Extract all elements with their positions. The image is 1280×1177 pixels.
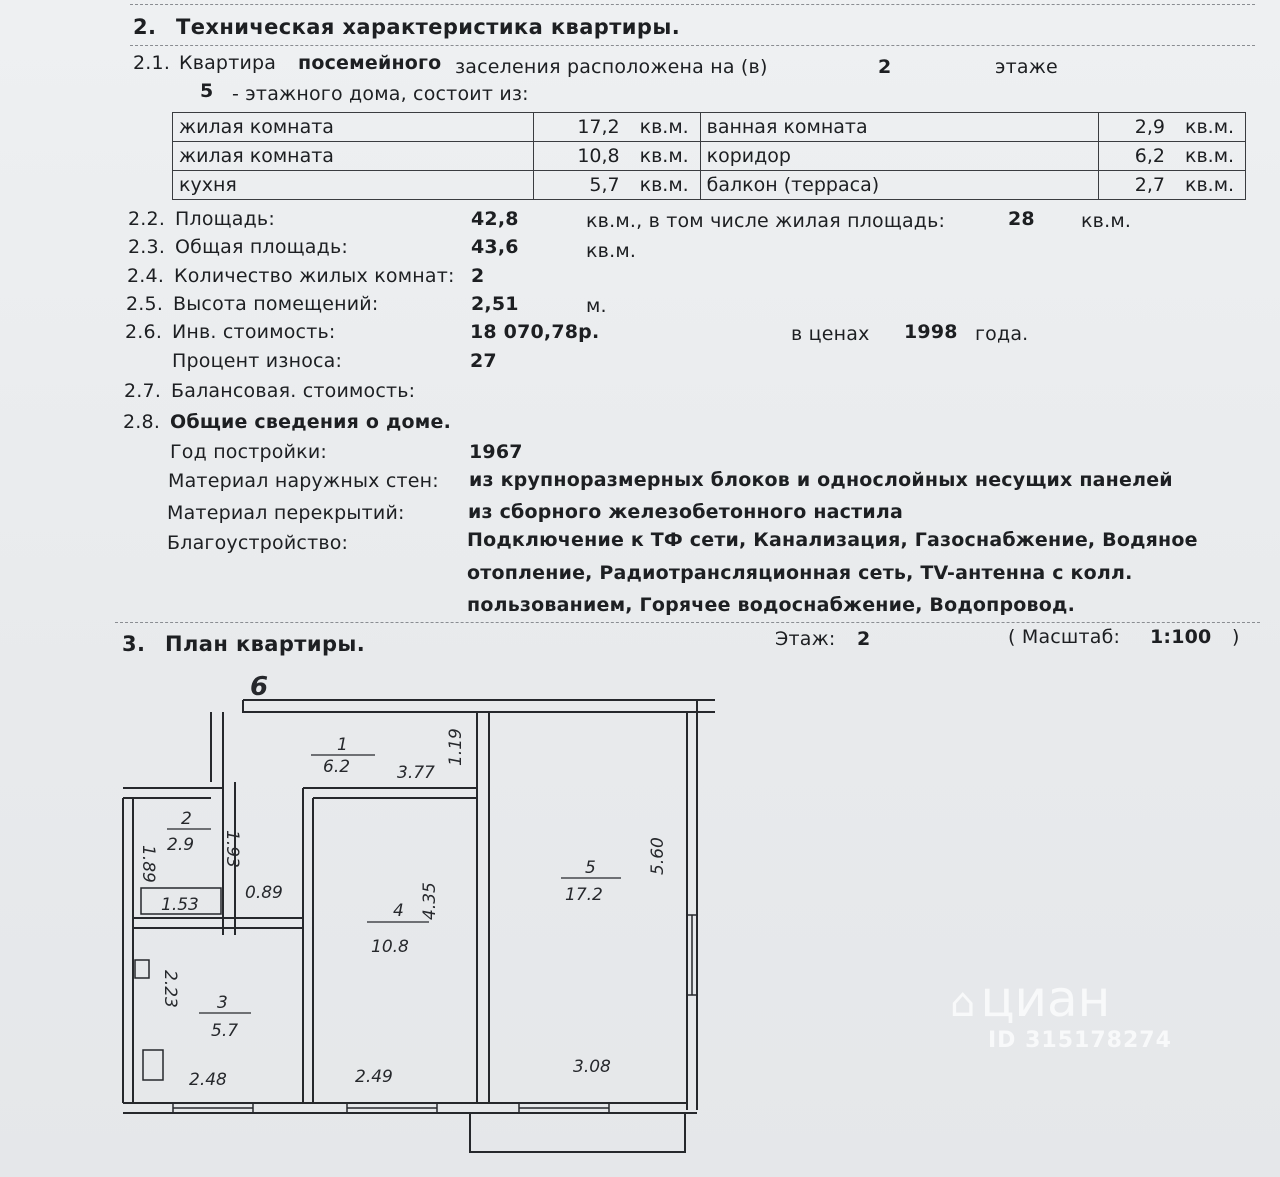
section2-title: Техническая характеристика квартиры. [176, 15, 681, 39]
plan-scale-close: ) [1232, 626, 1240, 648]
wear-label: Процент износа: [172, 350, 343, 372]
table-row [173, 171, 1246, 200]
room2-area: 2.9 [167, 835, 195, 855]
floor-plan [115, 670, 715, 1160]
row-2-7-label: Балансовая. стоимость: [171, 380, 416, 402]
plan-walls [123, 700, 715, 1113]
plan-scale-label: ( Масштаб: [1008, 626, 1121, 648]
amenities-line3: пользованием, Горячее водоснабжение, Водопровод. [467, 594, 1075, 616]
plan-floor-value: 2 [857, 628, 871, 650]
plan-marker: 6 [250, 672, 269, 702]
row-2-4-number: 2.4. [127, 265, 165, 287]
plan-scale-value: 1:100 [1150, 626, 1212, 648]
room4-number: 4 [393, 901, 404, 921]
room-name: жилая комната [173, 142, 534, 171]
room3-area: 5.7 [211, 1021, 239, 1041]
row-2-2-living: 28 [1008, 208, 1035, 230]
room2-dim: 1.89 [138, 845, 158, 883]
row-2-6-prices-in: в ценах [791, 323, 870, 345]
room3-number: 3 [217, 993, 228, 1013]
room3-dim: 2.23 [160, 970, 180, 1008]
row-2-1-floor-word: этаже [995, 56, 1058, 78]
row-2-6-number: 2.6. [125, 321, 163, 343]
row-2-2-text: кв.м., в том числе жилая площадь: [586, 210, 946, 232]
row-2-5-number: 2.5. [126, 293, 164, 315]
row-2-1-floors: 5 [200, 80, 214, 102]
room4-area: 10.8 [371, 937, 409, 957]
section2-rule [130, 45, 1255, 46]
row-2-6-label: Инв. стоимость: [172, 321, 336, 343]
rooms-table [172, 112, 1246, 200]
amenities-label: Благоустройство: [167, 532, 349, 554]
room5-area: 17.2 [565, 885, 603, 905]
room-unit: кв.м. [626, 142, 701, 171]
room1-area: 6.2 [323, 757, 351, 777]
room-area: 10,8 [533, 142, 626, 171]
row-2-5-value: 2,51 [471, 293, 519, 315]
row-2-1-label: Квартира [179, 52, 277, 74]
row-2-1-floors-text: - этажного дома, состоит из: [232, 83, 529, 105]
sink-icon [135, 960, 149, 978]
row-2-1-floor: 2 [878, 56, 892, 78]
walls-label: Материал наружных стен: [168, 470, 439, 492]
room-area: 17,2 [533, 113, 626, 142]
row-2-1-type: посемейного [298, 52, 442, 74]
room-name: кухня [173, 171, 534, 200]
row-2-3-number: 2.3. [128, 236, 166, 258]
room5-number: 5 [585, 858, 596, 878]
room5-dim: 5.60 [648, 837, 668, 875]
cian-logo-text: циан [980, 970, 1111, 1028]
cian-logo [950, 970, 1172, 1028]
room-area: 2,7 [1099, 171, 1172, 200]
balcony [470, 1113, 685, 1152]
row-2-6-year: 1998 [904, 321, 958, 343]
room-unit: кв.м. [1171, 113, 1246, 142]
room-unit: кв.м. [1171, 142, 1246, 171]
room-unit: кв.м. [626, 113, 701, 142]
room-name: коридор [700, 142, 1098, 171]
listing-id: ID 315178274 [988, 1028, 1172, 1053]
table-row [173, 142, 1246, 171]
row-2-4-label: Количество жилых комнат: [174, 265, 455, 287]
room4-dim2: 2.49 [355, 1067, 393, 1087]
top-rule [130, 4, 1255, 5]
room-name: балкон (терраса) [700, 171, 1098, 200]
section2-number: 2. [133, 15, 157, 39]
plan-floor-label: Этаж: [775, 628, 836, 650]
room1-dim2: 1.19 [446, 728, 466, 766]
room1-number: 1 [337, 735, 348, 755]
row-2-3-label: Общая площадь: [175, 236, 348, 258]
row-2-5-label: Высота помещений: [173, 293, 379, 315]
room-name: жилая комната [173, 113, 534, 142]
built-value: 1967 [469, 441, 523, 463]
room-name: ванная комната [700, 113, 1098, 142]
floor-material-label: Материал перекрытий: [167, 502, 405, 524]
row-2-1-text: заселения расположена на (в) [455, 56, 768, 78]
floor-material-value: из сборного железобетонного настила [468, 501, 904, 523]
row-2-3-unit: кв.м. [586, 240, 637, 262]
row-2-6-value: 18 070,78р. [470, 321, 600, 343]
plan-windows [173, 915, 697, 1113]
room5-dim2: 3.08 [573, 1057, 611, 1077]
table-row [173, 113, 1246, 142]
cian-watermark [950, 970, 1172, 1053]
bath-dim: 1.53 [161, 895, 199, 915]
row-2-1-number: 2.1. [133, 52, 171, 74]
row-2-2-label: Площадь: [175, 208, 275, 230]
room-area: 2,9 [1099, 113, 1172, 142]
room4-dim: 4.35 [420, 882, 440, 920]
room-unit: кв.м. [626, 171, 701, 200]
row-2-8-number: 2.8. [123, 411, 161, 433]
built-label: Год постройки: [170, 441, 328, 463]
row-2-7-number: 2.7. [124, 380, 162, 402]
row-2-8-label: Общие сведения о доме. [170, 411, 451, 433]
section3-title: План квартиры. [165, 632, 366, 656]
row-2-2-value: 42,8 [471, 208, 519, 230]
room2-dim2: 1.93 [222, 830, 242, 868]
amenities-line2: отопление, Радиотрансляционная сеть, TV-антенна с колл. [467, 562, 1133, 584]
walls-value: из крупноразмерных блоков и однослойных несущих панелей [469, 469, 1173, 491]
room2-number: 2 [181, 809, 192, 829]
row-2-5-unit: м. [586, 295, 607, 317]
bath-dim2: 0.89 [245, 883, 283, 903]
room3-dim2: 2.48 [189, 1070, 227, 1090]
wear-value: 27 [470, 350, 497, 372]
section3-rule [115, 622, 1260, 623]
room1-dim: 3.77 [397, 763, 435, 783]
location-pin-icon: ⌂ [950, 980, 976, 1026]
stove-icon [143, 1050, 163, 1080]
room-area: 5,7 [533, 171, 626, 200]
room-unit: кв.м. [1171, 171, 1246, 200]
row-2-2-number: 2.2. [128, 208, 166, 230]
amenities-line1: Подключение к ТФ сети, Канализация, Газоснабжение, Водяное [467, 529, 1198, 551]
row-2-6-year-word: года. [975, 323, 1029, 345]
row-2-4-value: 2 [471, 265, 485, 287]
row-2-2-unit: кв.м. [1081, 210, 1132, 232]
room-area: 6,2 [1099, 142, 1172, 171]
row-2-3-value: 43,6 [471, 236, 519, 258]
section3-number: 3. [122, 632, 146, 656]
